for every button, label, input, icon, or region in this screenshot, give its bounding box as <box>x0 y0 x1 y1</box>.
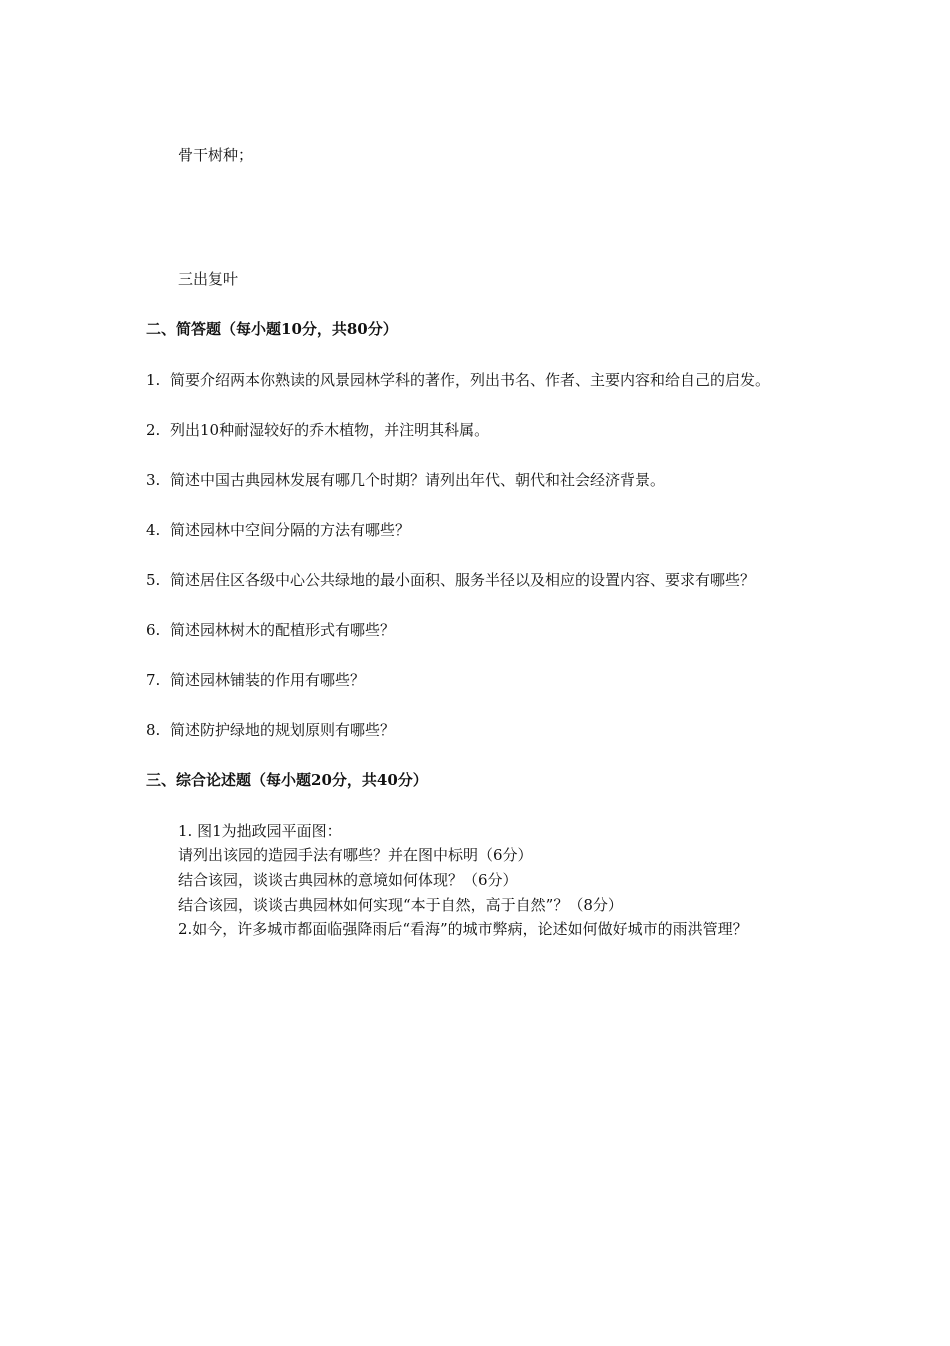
question-number: 8. <box>146 721 161 739</box>
question-number: 6. <box>146 621 161 639</box>
question-item <box>146 620 395 640</box>
question-text: 简述中国古典园林发展有哪几个时期？请列出年代、朝代和社会经济背景。 <box>170 471 666 489</box>
question-text: 简述园林中空间分隔的方法有哪些？ <box>170 521 411 539</box>
text-line: 骨干树种； <box>178 146 254 164</box>
essay-line: 结合该园，谈谈古典园林的意境如何体现？（6分） <box>178 871 518 889</box>
question-item <box>146 420 489 440</box>
question-item <box>146 470 665 490</box>
text-line: 三出复叶 <box>178 270 239 288</box>
section-heading-short-answer: 二、简答题（每小题10分，共80分） <box>146 320 398 338</box>
question-number: 3. <box>146 471 161 489</box>
question-number: 5. <box>146 571 161 589</box>
question-number: 7. <box>146 671 161 689</box>
essay-line: 请列出该园的造园手法有哪些？并在图中标明（6分） <box>178 846 533 864</box>
question-text: 简述防护绿地的规划原则有哪些？ <box>170 721 396 739</box>
question-item <box>146 570 755 590</box>
question-text: 简述园林树木的配植形式有哪些？ <box>170 621 396 639</box>
question-number: 4. <box>146 521 161 539</box>
question-text: 简述居住区各级中心公共绿地的最小面积、服务半径以及相应的设置内容、要求有哪些？ <box>170 571 756 589</box>
question-text: 简述园林铺装的作用有哪些？ <box>170 671 366 689</box>
essay-line: 1. 图1为拙政园平面图： <box>178 822 342 840</box>
section-heading-essay: 三、综合论述题（每小题20分，共40分） <box>146 771 428 789</box>
question-number: 1. <box>146 371 161 389</box>
question-item <box>146 370 770 390</box>
question-text: 简要介绍两本你熟读的风景园林学科的著作，列出书名、作者、主要内容和给自己的启发。 <box>170 371 771 389</box>
essay-line: 2.如今，许多城市都面临强降雨后“看海”的城市弊病，论述如何做好城市的雨洪管理？ <box>178 920 748 938</box>
question-item <box>146 520 410 540</box>
question-number: 2. <box>146 421 161 439</box>
question-item <box>146 670 365 690</box>
question-text: 列出10种耐湿较好的乔木植物，并注明其科属。 <box>170 421 490 439</box>
essay-line: 结合该园，谈谈古典园林如何实现“本于自然，高于自然”？（8分） <box>178 896 623 914</box>
question-item <box>146 720 395 740</box>
